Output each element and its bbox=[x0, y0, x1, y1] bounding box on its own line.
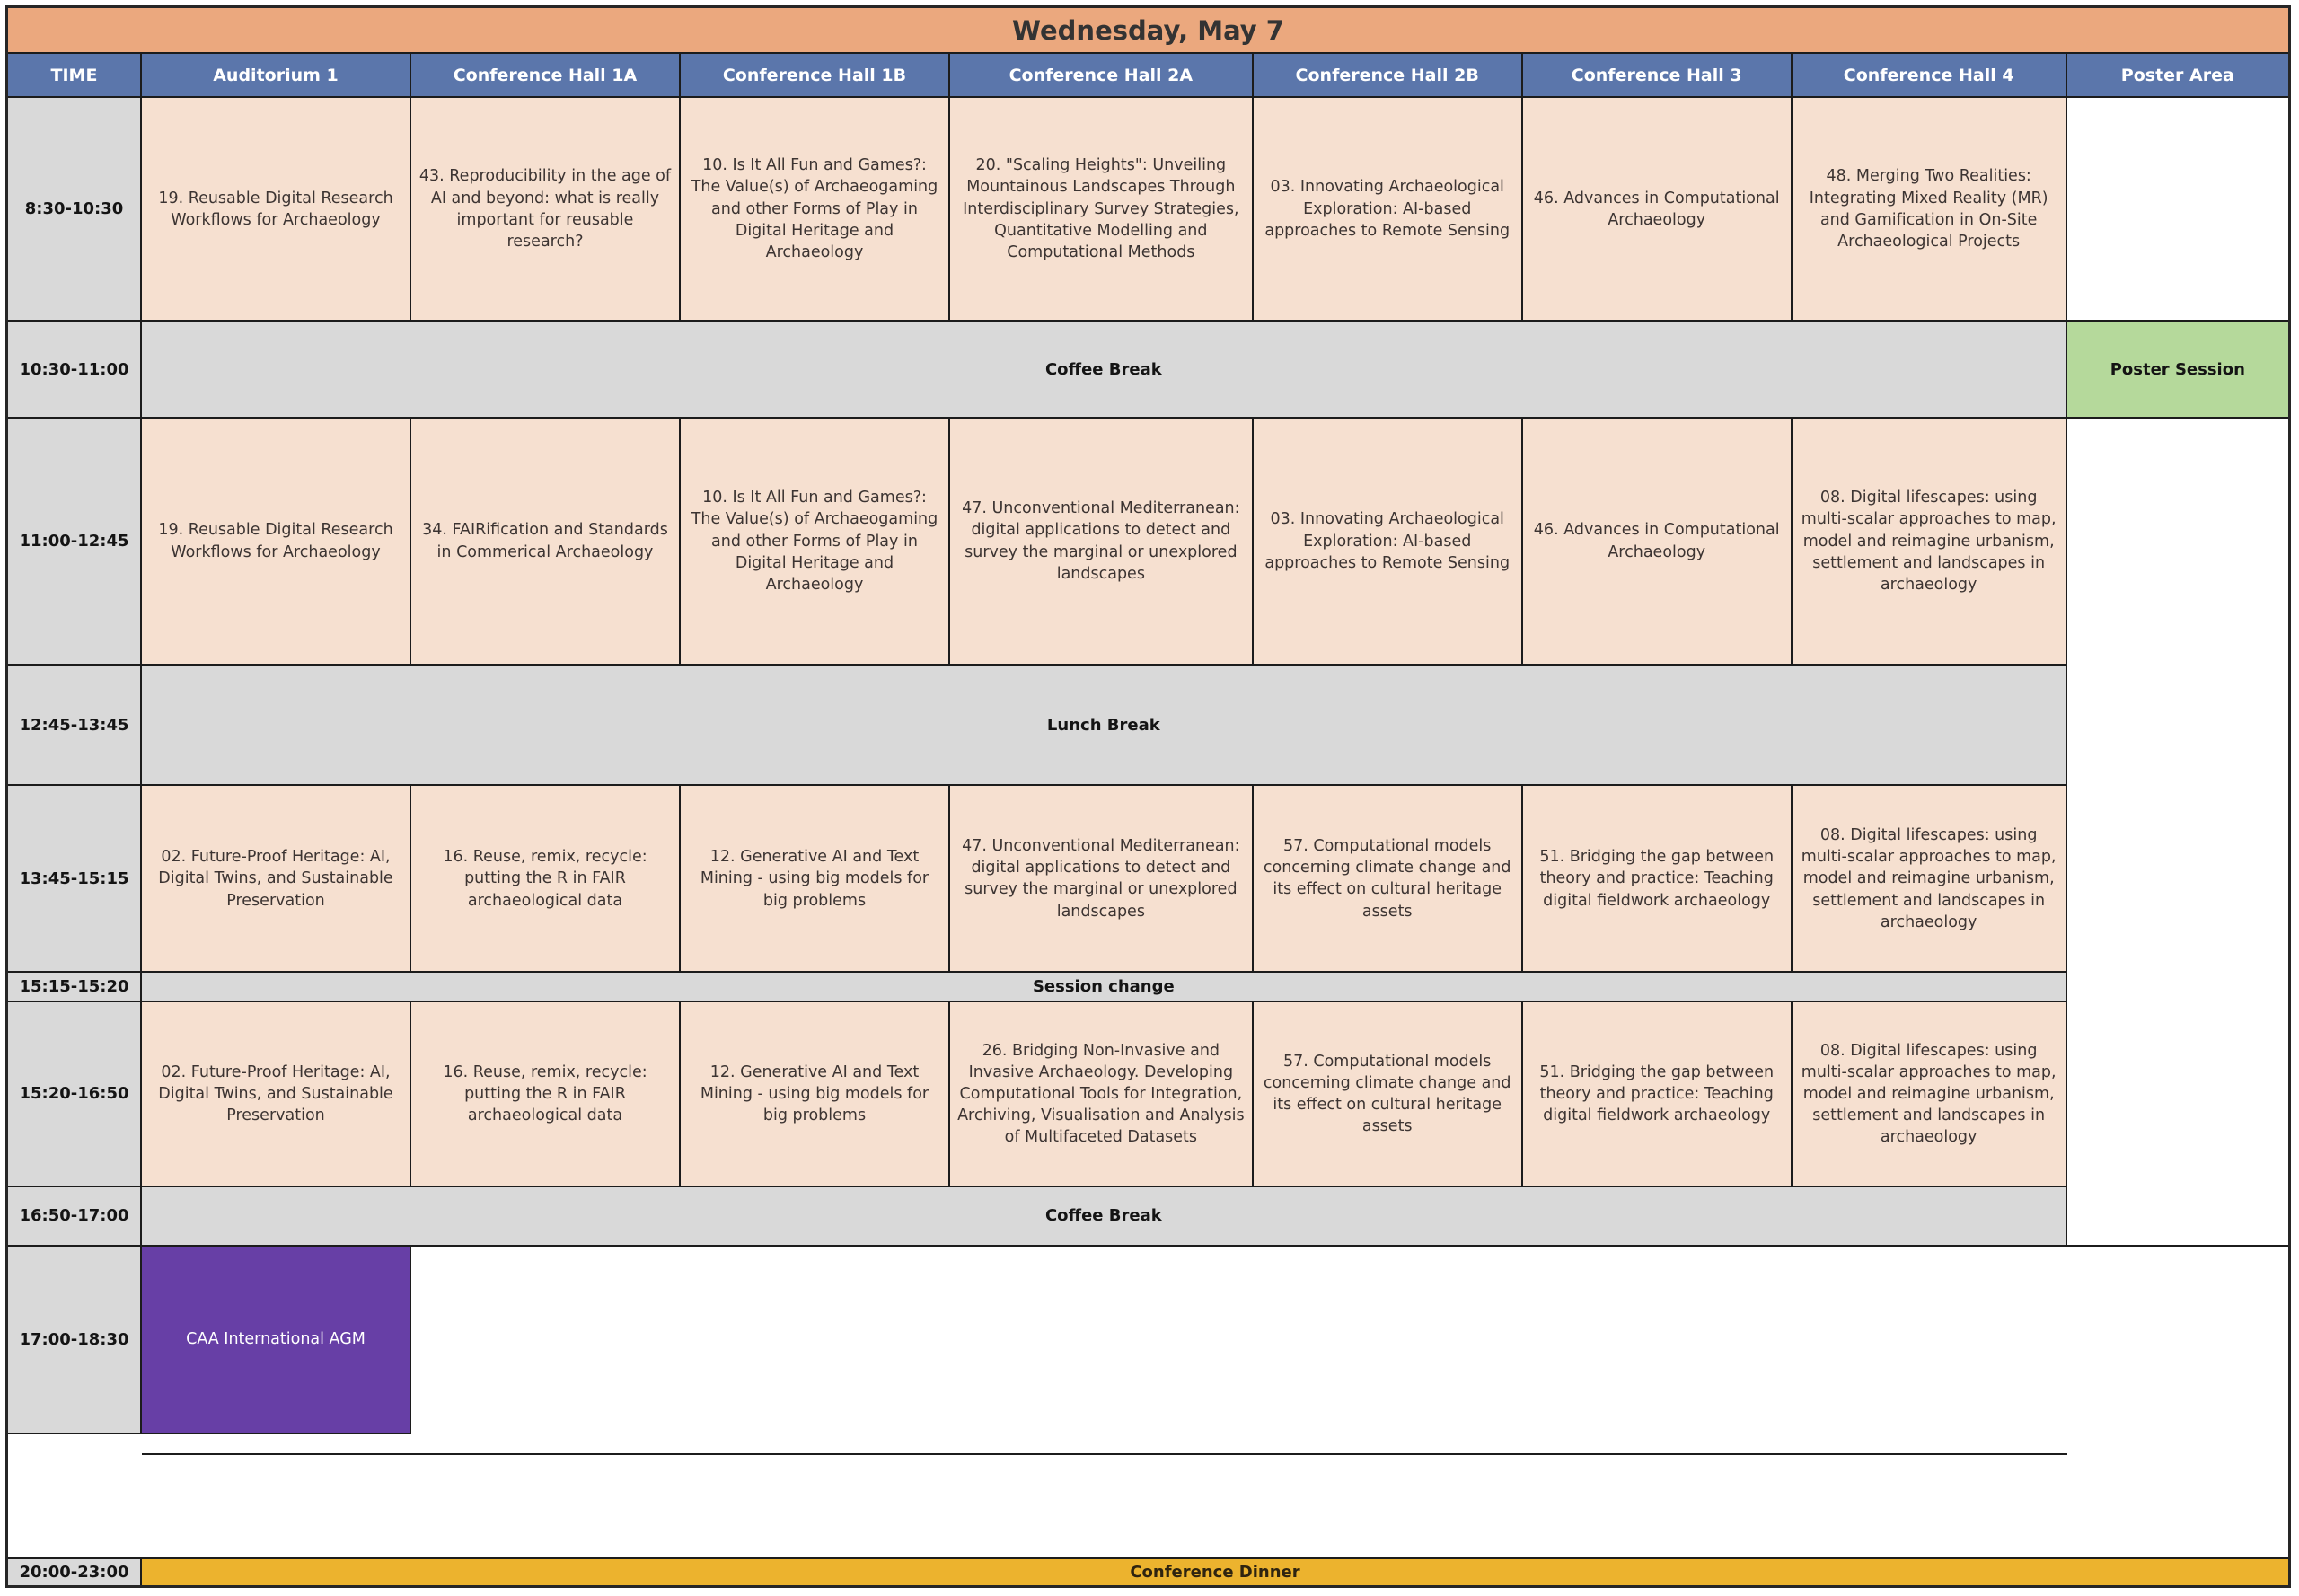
session-cell-afternoon1-auditorium1: 02. Future-Proof Heritage: AI, Digital Twins, and Sustainable Preservation bbox=[142, 786, 411, 973]
session-cell-afternoon2-hall4: 08. Digital lifescapes: using multi-scalar approaches to map, model and reimagine urbanism, settlement and landscapes in archaeology bbox=[1793, 1002, 2067, 1187]
session-cell-afternoon2-hall3: 51. Bridging the gap between theory and practice: Teaching digital fieldwork archaeology bbox=[1523, 1002, 1793, 1187]
time-cell-830-1030: 8:30-10:30 bbox=[8, 98, 142, 322]
col-header-hall4: Conference Hall 4 bbox=[1793, 54, 2067, 98]
session-cell-morning2-hall4: 08. Digital lifescapes: using multi-scalar approaches to map, model and reimagine urbanism, settlement and landscapes in archaeology bbox=[1793, 419, 2067, 666]
time-cell-1245-1345: 12:45-13:45 bbox=[8, 666, 142, 786]
session-cell-morning1-hall2b: 03. Innovating Archaeological Exploration: AI-based approaches to Remote Sensing bbox=[1254, 98, 1523, 322]
session-cell-morning2-hall1a: 34. FAIRification and Standards in Commerical Archaeology bbox=[411, 419, 681, 666]
session-cell-morning2-hall1b: 10. Is It All Fun and Games?: The Value(s) of Archaeogaming and other Forms of Play in Digital Heritage and Archaeology bbox=[681, 419, 950, 666]
session-cell-morning2-hall3: 46. Advances in Computational Archaeology bbox=[1523, 419, 1793, 666]
coffee-break-cell-2: Coffee Break bbox=[142, 1187, 2067, 1247]
coffee-break-cell-1: Coffee Break bbox=[142, 322, 2067, 419]
col-header-hall1a: Conference Hall 1A bbox=[411, 54, 681, 98]
col-header-hall2a: Conference Hall 2A bbox=[950, 54, 1254, 98]
col-header-time: TIME bbox=[8, 54, 142, 98]
time-cell-1520-1650: 15:20-16:50 bbox=[8, 1002, 142, 1187]
time-cell-1515-1520: 15:15-15:20 bbox=[8, 973, 142, 1001]
session-cell-afternoon1-hall1a: 16. Reuse, remix, recycle: putting the R in FAIR archaeological data bbox=[411, 786, 681, 973]
session-cell-afternoon1-hall2b: 57. Computational models concerning climate change and its effect on cultural heritage assets bbox=[1254, 786, 1523, 973]
session-cell-afternoon2-hall1a: 16. Reuse, remix, recycle: putting the R in FAIR archaeological data bbox=[411, 1002, 681, 1187]
session-cell-morning1-auditorium1: 19. Reusable Digital Research Workflows for Archaeology bbox=[142, 98, 411, 322]
col-header-auditorium1: Auditorium 1 bbox=[142, 54, 411, 98]
col-header-hall1b: Conference Hall 1B bbox=[681, 54, 950, 98]
session-cell-morning1-hall1a: 43. Reproducibility in the age of AI and beyond: what is really important for reusable research? bbox=[411, 98, 681, 322]
session-cell-morning2-hall2a: 47. Unconventional Mediterranean: digital applications to detect and survey the marginal or unexplored landscapes bbox=[950, 419, 1254, 666]
session-cell-afternoon2-hall1b: 12. Generative AI and Text Mining - using big models for big problems bbox=[681, 1002, 950, 1187]
session-cell-afternoon1-hall2a: 47. Unconventional Mediterranean: digital applications to detect and survey the marginal or unexplored landscapes bbox=[950, 786, 1254, 973]
agm-cell: CAA International AGM bbox=[142, 1247, 411, 1434]
empty-poster-cell-morning1 bbox=[2067, 98, 2288, 322]
session-cell-morning1-hall4: 48. Merging Two Realities: Integrating Mixed Reality (MR) and Gamification in On-Site Archaeological Projects bbox=[1793, 98, 2067, 322]
time-cell-1345-1515: 13:45-15:15 bbox=[8, 786, 142, 973]
col-header-hall3: Conference Hall 3 bbox=[1523, 54, 1793, 98]
session-cell-afternoon1-hall4: 08. Digital lifescapes: using multi-scalar approaches to map, model and reimagine urbanism, settlement and landscapes in archaeology bbox=[1793, 786, 2067, 973]
time-cell-1030-1100: 10:30-11:00 bbox=[8, 322, 142, 419]
session-cell-morning1-hall2a: 20. "Scaling Heights": Unveiling Mountainous Landscapes Through Interdisciplinary Survey Strategies, Quantitative Modelling and Computational Methods bbox=[950, 98, 1254, 322]
col-header-hall2b: Conference Hall 2B bbox=[1254, 54, 1523, 98]
session-cell-morning2-hall2b: 03. Innovating Archaeological Exploration: AI-based approaches to Remote Sensing bbox=[1254, 419, 1523, 666]
schedule-table bbox=[5, 5, 2291, 1588]
poster-session-cell: Poster Session bbox=[2067, 322, 2288, 419]
session-cell-morning1-hall1b: 10. Is It All Fun and Games?: The Value(s) of Archaeogaming and other Forms of Play in Digital Heritage and Archaeology bbox=[681, 98, 950, 322]
time-cell-2000-2300: 20:00-23:00 bbox=[8, 1559, 142, 1585]
session-cell-afternoon2-auditorium1: 02. Future-Proof Heritage: AI, Digital Twins, and Sustainable Preservation bbox=[142, 1002, 411, 1187]
empty-gap-row bbox=[8, 1455, 2288, 1559]
session-cell-morning1-hall3: 46. Advances in Computational Archaeology bbox=[1523, 98, 1793, 322]
time-cell-1100-1245: 11:00-12:45 bbox=[8, 419, 142, 666]
session-cell-afternoon1-hall1b: 12. Generative AI and Text Mining - using big models for big problems bbox=[681, 786, 950, 973]
day-title: Wednesday, May 7 bbox=[8, 8, 2288, 54]
empty-poster-area-block bbox=[2067, 419, 2288, 1246]
time-cell-1650-1700: 16:50-17:00 bbox=[8, 1187, 142, 1247]
session-cell-afternoon1-hall3: 51. Bridging the gap between theory and practice: Teaching digital fieldwork archaeology bbox=[1523, 786, 1793, 973]
empty-cell-agm-row bbox=[142, 1434, 2067, 1456]
session-cell-afternoon2-hall2b: 57. Computational models concerning climate change and its effect on cultural heritage assets bbox=[1254, 1002, 1523, 1187]
lunch-break-cell: Lunch Break bbox=[142, 666, 2067, 786]
session-cell-morning2-auditorium1: 19. Reusable Digital Research Workflows for Archaeology bbox=[142, 419, 411, 666]
session-change-cell: Session change bbox=[142, 973, 2067, 1001]
conference-dinner-cell: Conference Dinner bbox=[142, 1559, 2288, 1585]
session-cell-afternoon2-hall2a: 26. Bridging Non-Invasive and Invasive Archaeology. Developing Computational Tools for Integration, Archiving, Visualisation and Analysis of Multifaceted Datasets bbox=[950, 1002, 1254, 1187]
col-header-poster: Poster Area bbox=[2067, 54, 2288, 98]
time-cell-1700-1830: 17:00-18:30 bbox=[8, 1247, 142, 1434]
